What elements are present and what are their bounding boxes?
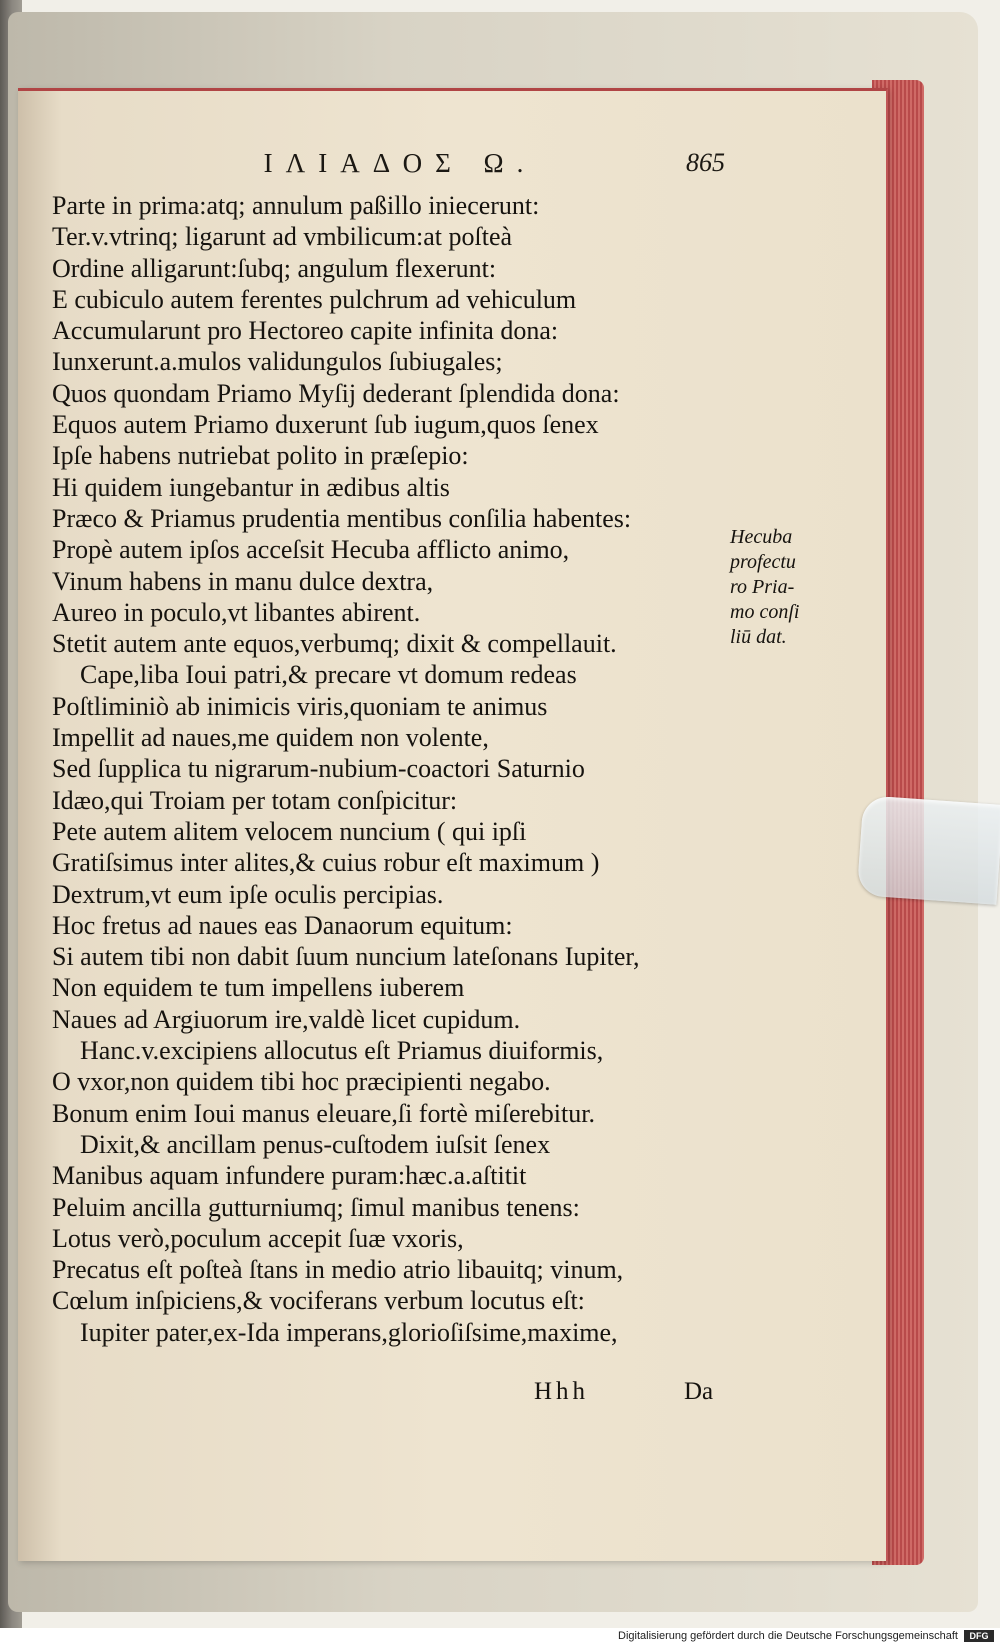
- footer-bar: [0, 1628, 1000, 1644]
- text-line: Gratiſsimus inter alites,& cuius robur eſt maximum ): [52, 848, 600, 878]
- text-line: Præco & Priamus prudentia mentibus conſilia habentes:: [52, 503, 632, 533]
- text-line: Parte in prima:atq; annulum paßillo iniecerunt:: [52, 191, 540, 220]
- text-line: Naues ad Argiuorum ire,valdè licet cupidum.: [52, 1004, 521, 1034]
- dfg-logo-icon: DFG: [964, 1630, 994, 1642]
- text-line: Hoc fretus ad naues eas Danaorum equitum:: [52, 910, 513, 940]
- text-block: [52, 190, 732, 1348]
- page-footer-marks: [0, 1378, 1000, 1414]
- text-line: Equos autem Priamo duxerunt ſub iugum,quos ſenex: [52, 410, 599, 440]
- text-line: Propè autem ipſos acceſsit Hecuba afflicto animo,: [52, 535, 570, 565]
- text-line: Dextrum,vt eum ipſe oculis percipias.: [52, 879, 444, 909]
- signature-mark: Hhh: [534, 1378, 590, 1405]
- marginal-note-line: Hecuba: [730, 526, 793, 548]
- text-line: Stetit autem ante equos,verbumq; dixit & compellauit.: [52, 629, 617, 659]
- marginal-note-line: ro Pria-: [730, 576, 795, 598]
- text-line: Iunxerunt.a.mulos validungulos ſubiugales;: [52, 347, 503, 377]
- page-clip: [857, 795, 1000, 905]
- marginal-note: [730, 525, 840, 650]
- text-line: Lotus verò,poculum accepit ſuæ vxoris,: [52, 1223, 464, 1253]
- text-line: Iupiter pater,ex-Ida imperans,glorioſiſsime,maxime,: [80, 1317, 618, 1347]
- marginal-note-line: mo conſi: [730, 601, 800, 623]
- text-line: Impellit ad naues,me quidem non volente,: [52, 723, 489, 753]
- running-head-title: ΙΛΙΑΔΟΣ Ω.: [263, 148, 537, 178]
- text-line: Sed ſupplica tu nigrarum-nubium-coactori Saturnio: [52, 754, 585, 784]
- page-number: 865: [686, 148, 725, 177]
- text-line: Pete autem alitem velocem nuncium ( qui ipſi: [52, 816, 527, 846]
- text-line: Poſtliminiò ab inimicis viris,quoniam te animus: [52, 691, 548, 721]
- running-head: [0, 148, 1000, 188]
- text-line: Ordine alligarunt:ſubq; angulum flexerunt:: [52, 253, 497, 283]
- text-line: E cubiculo autem ferentes pulchrum ad vehiculum: [52, 284, 577, 314]
- text-line: Hi quidem iungebantur in ædibus altis: [52, 472, 450, 502]
- text-line: Manibus aquam infundere puram:hæc.a.aſtitit: [52, 1161, 527, 1191]
- marginal-note-line: liū dat.: [730, 626, 787, 648]
- text-line: Peluim ancilla gutturniumq; ſimul manibus tenens:: [52, 1192, 580, 1222]
- catchword: Da: [684, 1378, 714, 1405]
- text-line: Ter.v.vtrinq; ligarunt ad vmbilicum:at poſteà: [52, 222, 513, 252]
- text-line: Si autem tibi non dabit ſuum nuncium lateſonans Iupiter,: [52, 942, 640, 972]
- text-line: Vinum habens in manu dulce dextra,: [52, 566, 434, 596]
- marginal-note-line: profectu: [730, 551, 796, 573]
- text-line: Aureo in poculo,vt libantes abirent.: [52, 597, 421, 627]
- text-line: Idæo,qui Troiam per totam conſpicitur:: [52, 785, 458, 815]
- footer-credit: Digitalisierung gefördert durch die Deutsche Forschungsgemeinschaft: [618, 1630, 958, 1642]
- text-line: Hanc.v.excipiens allocutus eſt Priamus diuiformis,: [80, 1036, 604, 1066]
- text-line: Dixit,& ancillam penus-cuſtodem iuſsit ſenex: [80, 1129, 551, 1159]
- text-line: Non equidem te tum impellens iuberem: [52, 973, 465, 1003]
- text-line: Cœlum inſpiciens,& vociferans verbum locutus eſt:: [52, 1286, 585, 1316]
- text-line: Ipſe habens nutriebat polito in præſepio:: [52, 441, 469, 471]
- text-line: Accumularunt pro Hectoreo capite infinita dona:: [52, 316, 559, 346]
- text-line: Bonum enim Ioui manus eleuare,ſi fortè miſerebitur.: [52, 1098, 595, 1128]
- text-line: Quos quondam Priamo Myſij dederant ſplendida dona:: [52, 378, 620, 408]
- text-line: Precatus eſt poſteà ſtans in medio atrio libauitq; vinum,: [52, 1255, 624, 1285]
- text-line: O vxor,non quidem tibi hoc præcipienti negabo.: [52, 1067, 551, 1097]
- text-line: Cape,liba Ioui patri,& precare vt domum redeas: [80, 660, 577, 690]
